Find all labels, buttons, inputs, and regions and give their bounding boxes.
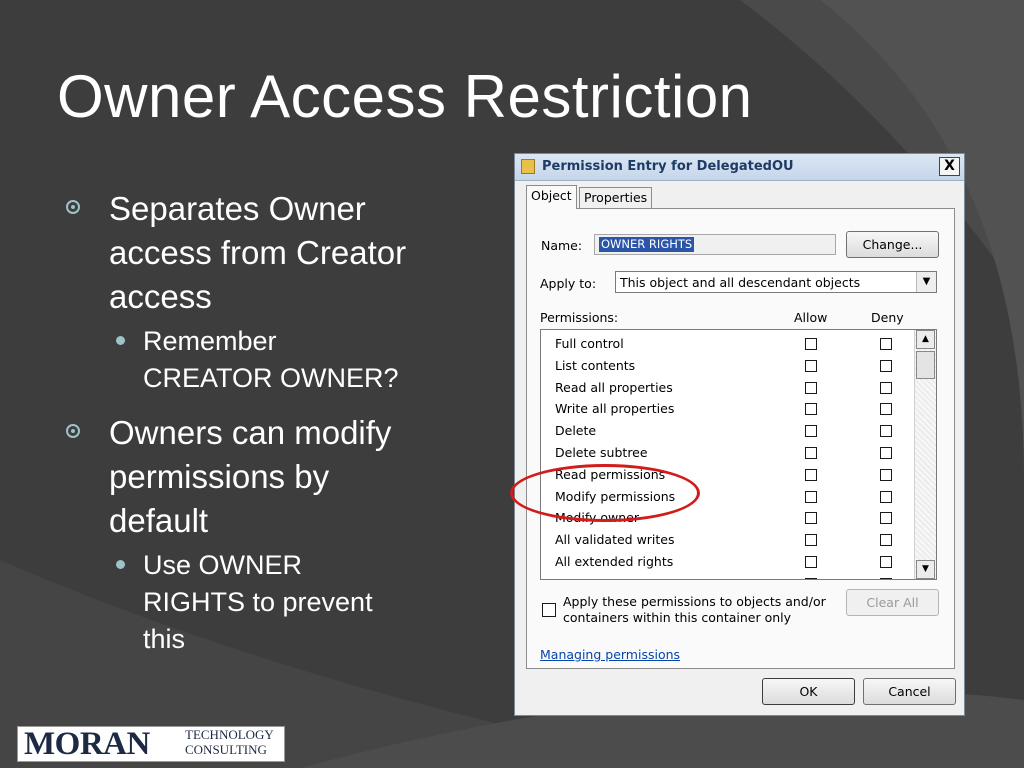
sub-bullet-text: CREATOR OWNER? bbox=[143, 363, 399, 393]
deny-checkbox[interactable] bbox=[880, 447, 892, 459]
bullet-text: access bbox=[109, 278, 212, 315]
sub-bullet-dot-icon bbox=[116, 336, 125, 345]
tab-object[interactable]: Object bbox=[526, 185, 577, 209]
bullet-list bbox=[66, 187, 466, 672]
name-value: OWNER RIGHTS bbox=[601, 237, 693, 251]
sub-bullet-text: this bbox=[143, 624, 186, 654]
permission-label: All extended rights bbox=[555, 554, 674, 569]
logo-wordmark: MORAN bbox=[24, 726, 150, 762]
bullet-item bbox=[66, 411, 466, 543]
apply-to-children-text-line1: Apply these permissions to objects and/or bbox=[563, 594, 826, 609]
allow-checkbox[interactable] bbox=[805, 512, 817, 524]
bullet-text: permissions by bbox=[109, 458, 330, 495]
allow-checkbox[interactable] bbox=[805, 578, 817, 580]
ok-button[interactable]: OK bbox=[762, 678, 855, 705]
deny-checkbox[interactable] bbox=[880, 382, 892, 394]
deny-checkbox[interactable] bbox=[880, 578, 892, 580]
managing-permissions-link[interactable]: Managing permissions bbox=[540, 647, 681, 662]
bullet-item bbox=[66, 187, 466, 319]
permission-label: All validated writes bbox=[555, 532, 675, 548]
sub-bullet-dot-icon bbox=[116, 560, 125, 569]
permission-label: Delete subtree bbox=[555, 445, 648, 460]
cancel-button[interactable]: Cancel bbox=[863, 678, 956, 705]
permission-entry-dialog bbox=[514, 153, 965, 716]
sub-bullet-text: RIGHTS to prevent bbox=[143, 587, 373, 617]
allow-checkbox[interactable] bbox=[805, 425, 817, 437]
deny-checkbox[interactable] bbox=[880, 338, 892, 350]
allow-checkbox[interactable] bbox=[805, 338, 817, 350]
logo-tag-line: TECHNOLOGY bbox=[185, 727, 274, 742]
allow-checkbox[interactable] bbox=[805, 382, 817, 394]
permissions-label: Permissions: bbox=[540, 310, 619, 325]
deny-column-header: Deny bbox=[871, 310, 904, 325]
deny-checkbox[interactable] bbox=[880, 512, 892, 524]
folder-icon bbox=[521, 159, 535, 174]
permission-row bbox=[541, 573, 914, 580]
deny-checkbox[interactable] bbox=[880, 491, 892, 503]
bullet-text: default bbox=[109, 502, 209, 539]
apply-to-children-checkbox[interactable] bbox=[542, 603, 556, 617]
deny-checkbox[interactable] bbox=[880, 469, 892, 481]
permission-label: Modify owner bbox=[555, 510, 640, 526]
bullet-text: Separates Owner bbox=[109, 190, 366, 227]
permission-row bbox=[541, 333, 914, 355]
permission-label: Read all properties bbox=[555, 379, 673, 395]
name-field[interactable] bbox=[594, 234, 836, 255]
allow-checkbox[interactable] bbox=[805, 556, 817, 568]
deny-checkbox[interactable] bbox=[880, 360, 892, 372]
apply-to-children-text-line2: containers within this container only bbox=[563, 610, 792, 625]
change-button[interactable]: Change... bbox=[846, 231, 939, 258]
allow-column-header: Allow bbox=[794, 310, 828, 325]
vertical-scrollbar[interactable] bbox=[914, 330, 936, 579]
bullet-marker-icon bbox=[66, 200, 80, 214]
tab-properties[interactable]: Properties bbox=[579, 187, 652, 208]
permission-label: Read permissions bbox=[555, 466, 666, 482]
allow-checkbox[interactable] bbox=[805, 403, 817, 415]
logo-tagline bbox=[185, 727, 274, 757]
apply-to-select[interactable] bbox=[615, 271, 937, 293]
permission-row bbox=[541, 442, 914, 464]
company-logo bbox=[17, 726, 285, 762]
slide-title: Owner Access Restriction bbox=[57, 63, 753, 130]
dialog-titlebar[interactable] bbox=[515, 154, 964, 181]
deny-checkbox[interactable] bbox=[880, 425, 892, 437]
scroll-thumb[interactable] bbox=[916, 351, 935, 379]
name-label: Name: bbox=[541, 238, 583, 253]
permission-label: Full control bbox=[555, 336, 624, 351]
scroll-down-icon[interactable]: ▼ bbox=[916, 560, 935, 579]
sub-bullet-text: Remember bbox=[143, 326, 277, 356]
allow-checkbox[interactable] bbox=[805, 360, 817, 372]
bullet-text: Owners can modify bbox=[109, 414, 392, 451]
bullet-marker-icon bbox=[66, 424, 80, 438]
deny-checkbox[interactable] bbox=[880, 403, 892, 415]
allow-checkbox[interactable] bbox=[805, 447, 817, 459]
bullet-text: access from Creator bbox=[109, 234, 407, 271]
logo-tag-line: CONSULTING bbox=[185, 742, 267, 757]
permissions-list bbox=[540, 329, 937, 580]
allow-checkbox[interactable] bbox=[805, 534, 817, 546]
apply-to-label: Apply to: bbox=[540, 276, 597, 291]
apply-to-value: This object and all descendant objects bbox=[620, 275, 861, 290]
sub-bullet-item bbox=[66, 547, 466, 658]
allow-checkbox[interactable] bbox=[805, 491, 817, 503]
sub-bullet-item bbox=[66, 323, 466, 397]
chevron-down-icon[interactable]: ▼ bbox=[916, 272, 936, 292]
permission-row bbox=[541, 355, 914, 377]
deny-checkbox[interactable] bbox=[880, 556, 892, 568]
sub-bullet-text: Use OWNER bbox=[143, 550, 303, 580]
permission-row bbox=[541, 551, 914, 573]
dialog-title: Permission Entry for DelegatedOU bbox=[542, 159, 794, 174]
highlight-ellipse bbox=[510, 464, 700, 522]
permission-row bbox=[541, 398, 914, 420]
permission-row bbox=[541, 420, 914, 442]
deny-checkbox[interactable] bbox=[880, 534, 892, 546]
permission-row bbox=[541, 529, 914, 551]
permission-row bbox=[541, 377, 914, 399]
allow-checkbox[interactable] bbox=[805, 469, 817, 481]
scroll-up-icon[interactable]: ▲ bbox=[916, 330, 935, 349]
permission-label: Modify permissions bbox=[555, 488, 676, 504]
close-button[interactable]: X bbox=[939, 157, 960, 176]
clear-all-button[interactable]: Clear All bbox=[846, 589, 939, 616]
permission-label: Delete bbox=[555, 423, 597, 439]
permission-label: List contents bbox=[555, 357, 636, 373]
permission-label: Write all properties bbox=[555, 401, 675, 417]
